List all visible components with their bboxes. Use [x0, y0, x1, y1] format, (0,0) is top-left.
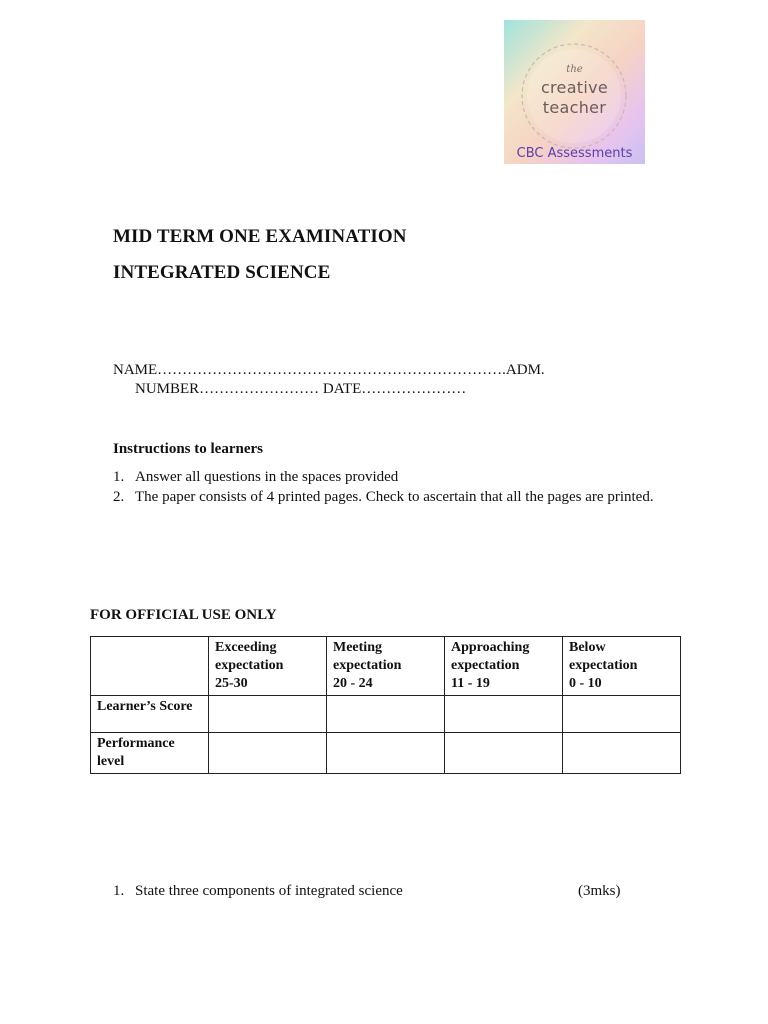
row-label-learner-score: Learner’s Score [91, 696, 209, 733]
score-cell[interactable] [563, 696, 681, 733]
instruction-number: 2. [113, 489, 125, 505]
table-row [91, 733, 681, 774]
column-header-exceeding: Exceeding expectation 25-30 [209, 637, 327, 696]
row-label-performance-level: Performance level [91, 733, 209, 774]
logo-banner-text: CBC Assessments [516, 146, 633, 161]
creative-teacher-logo [504, 20, 645, 164]
instruction-item [113, 489, 654, 506]
score-cell[interactable] [209, 696, 327, 733]
score-cell[interactable] [327, 696, 445, 733]
question-text: State three components of integrated science [135, 883, 403, 899]
question-number: 1. [113, 883, 125, 899]
official-use-heading: FOR OFFICIAL USE ONLY [90, 607, 277, 623]
name-adm-field[interactable]: NAME…………………………………………………………….ADM. [113, 362, 545, 378]
question-1-marks: (3mks) [578, 883, 621, 899]
level-cell[interactable] [209, 733, 327, 774]
subject-title: INTEGRATED SCIENCE [113, 262, 331, 283]
instructions-heading: Instructions to learners [113, 441, 263, 457]
instruction-item [113, 469, 398, 486]
instruction-text: Answer all questions in the spaces provided [135, 469, 399, 485]
question-1 [113, 883, 403, 900]
logo-the-text: the [566, 64, 583, 75]
level-cell[interactable] [327, 733, 445, 774]
instruction-text: The paper consists of 4 printed pages. Check to ascertain that all the pages are printed. [135, 489, 654, 505]
number-date-field[interactable]: NUMBER…………………… DATE………………… [135, 381, 467, 397]
table-header-row [91, 637, 681, 696]
column-header-approaching: Approaching expectation 11 - 19 [445, 637, 563, 696]
logo-creative-text: creative [540, 78, 609, 97]
score-cell[interactable] [445, 696, 563, 733]
exam-title: MID TERM ONE EXAMINATION [113, 226, 407, 247]
column-header-below: Below expectation 0 - 10 [563, 637, 681, 696]
level-cell[interactable] [445, 733, 563, 774]
level-cell[interactable] [563, 733, 681, 774]
logo-teacher-text: teacher [542, 98, 607, 117]
instruction-number: 1. [113, 469, 125, 485]
table-row [91, 696, 681, 733]
column-header-meeting: Meeting expectation 20 - 24 [327, 637, 445, 696]
official-score-table [90, 636, 681, 774]
table-corner-cell [91, 637, 209, 696]
